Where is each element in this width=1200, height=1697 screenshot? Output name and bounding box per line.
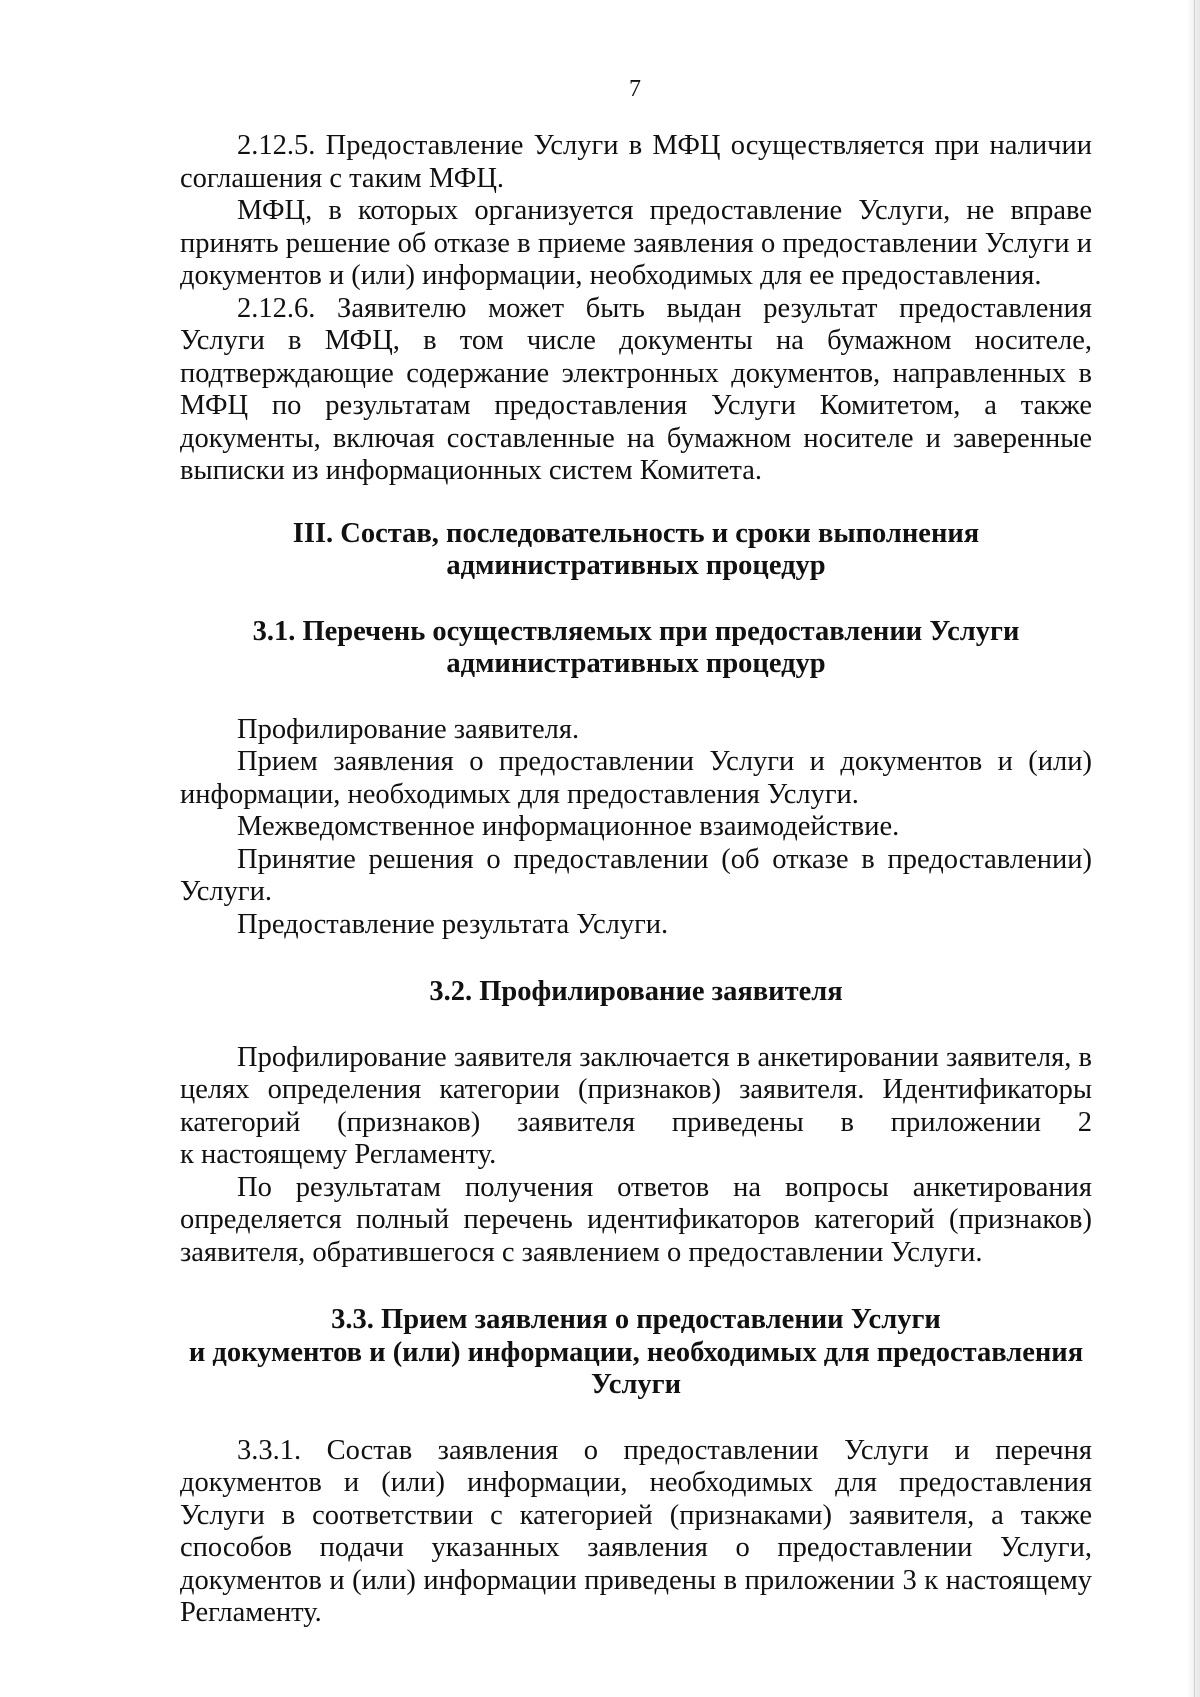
section-3-3-heading-line3: Услуги <box>590 1369 682 1400</box>
paragraph-profiling-cont: к настоящему Регламенту. <box>180 1139 497 1170</box>
document-body <box>180 130 1092 1630</box>
paragraph-profiling: Профилирование заявителя заключается в анкетировании заявителя, в целях определения категории (признаков) заявителя. Идентификаторы категорий (признаков) заявителя приведены в приложении 2 <box>180 1041 1092 1138</box>
section-3-3-heading-line2: и документов и (или) информации, необходимых для предоставления <box>188 1336 1084 1368</box>
paragraph-mfc-refusal: МФЦ, в которых организуется предоставление Услуги, не вправе принять решение об отказе в приеме заявления о предоставлении Услуги и документов и (или) информации, необходимых для ее предоставления. <box>180 195 1092 291</box>
section-3-3-heading-line1: 3.3. Прием заявления о предоставлении Услуги <box>331 1304 941 1335</box>
section-3-heading-line1: III. Состав, последовательность и сроки выполнения <box>292 517 980 549</box>
section-3-2-heading: 3.2. Профилирование заявителя <box>429 976 843 1007</box>
scan-page-edge <box>1186 0 1200 1697</box>
page-number: 7 <box>629 76 641 102</box>
paragraph-questionnaire-results: По результатам получения ответов на вопросы анкетирования определяется полный перечень идентификаторов категорий (признаков) заявителя, обратившегося с заявлением о предоставлении Услуги. <box>180 1171 1092 1268</box>
procedure-item: Принятие решения о предоставлении (об отказе в предоставлении) Услуги. <box>180 843 1092 907</box>
section-3-1-heading-line1: 3.1. Перечень осуществляемых при предоставлении Услуги <box>252 615 1020 647</box>
procedure-item: Предоставление результата Услуги. <box>237 908 669 940</box>
procedure-item: Прием заявления о предоставлении Услуги и документов и (или) информации, необходимых для предоставления Услуги. <box>180 746 1092 810</box>
procedure-item: Межведомственное информационное взаимодействие. <box>237 811 900 842</box>
section-3-3-heading <box>180 1304 1092 1402</box>
paragraph-2-12-5: 2.12.5. Предоставление Услуги в МФЦ осуществляется при наличии соглашения с таким МФЦ. <box>180 130 1092 194</box>
procedure-item: Профилирование заявителя. <box>237 713 580 745</box>
section-3-heading <box>180 518 1092 583</box>
paragraph-3-3-1: 3.3.1. Состав заявления о предоставлении Услуги и перечня документов и (или) информации, необходимых для предоставления Услуги в соответствии с категорией (признаками) заявителя, а также способов подачи указанных заявления о предоставлении Услуги, документов и (или) информации приведены в приложении 3 к настоящему Регламенту. <box>180 1434 1092 1628</box>
section-3-1-heading <box>180 616 1092 681</box>
section-3-heading-line2: административных процедур <box>446 550 826 581</box>
paragraph-2-12-6: 2.12.6. Заявителю может быть выдан результат предоставления Услуги в МФЦ, в том числе документы на бумажном носителе, подтверждающие содержание электронных документов, направленных в МФЦ по результатам предоставления Услуги Комитетом, а также документы, включая составленные на бумажном носителе и заверенные выписки из информационных систем Комитета. <box>180 292 1092 486</box>
section-3-1-heading-line2: административных процедур <box>446 648 826 679</box>
